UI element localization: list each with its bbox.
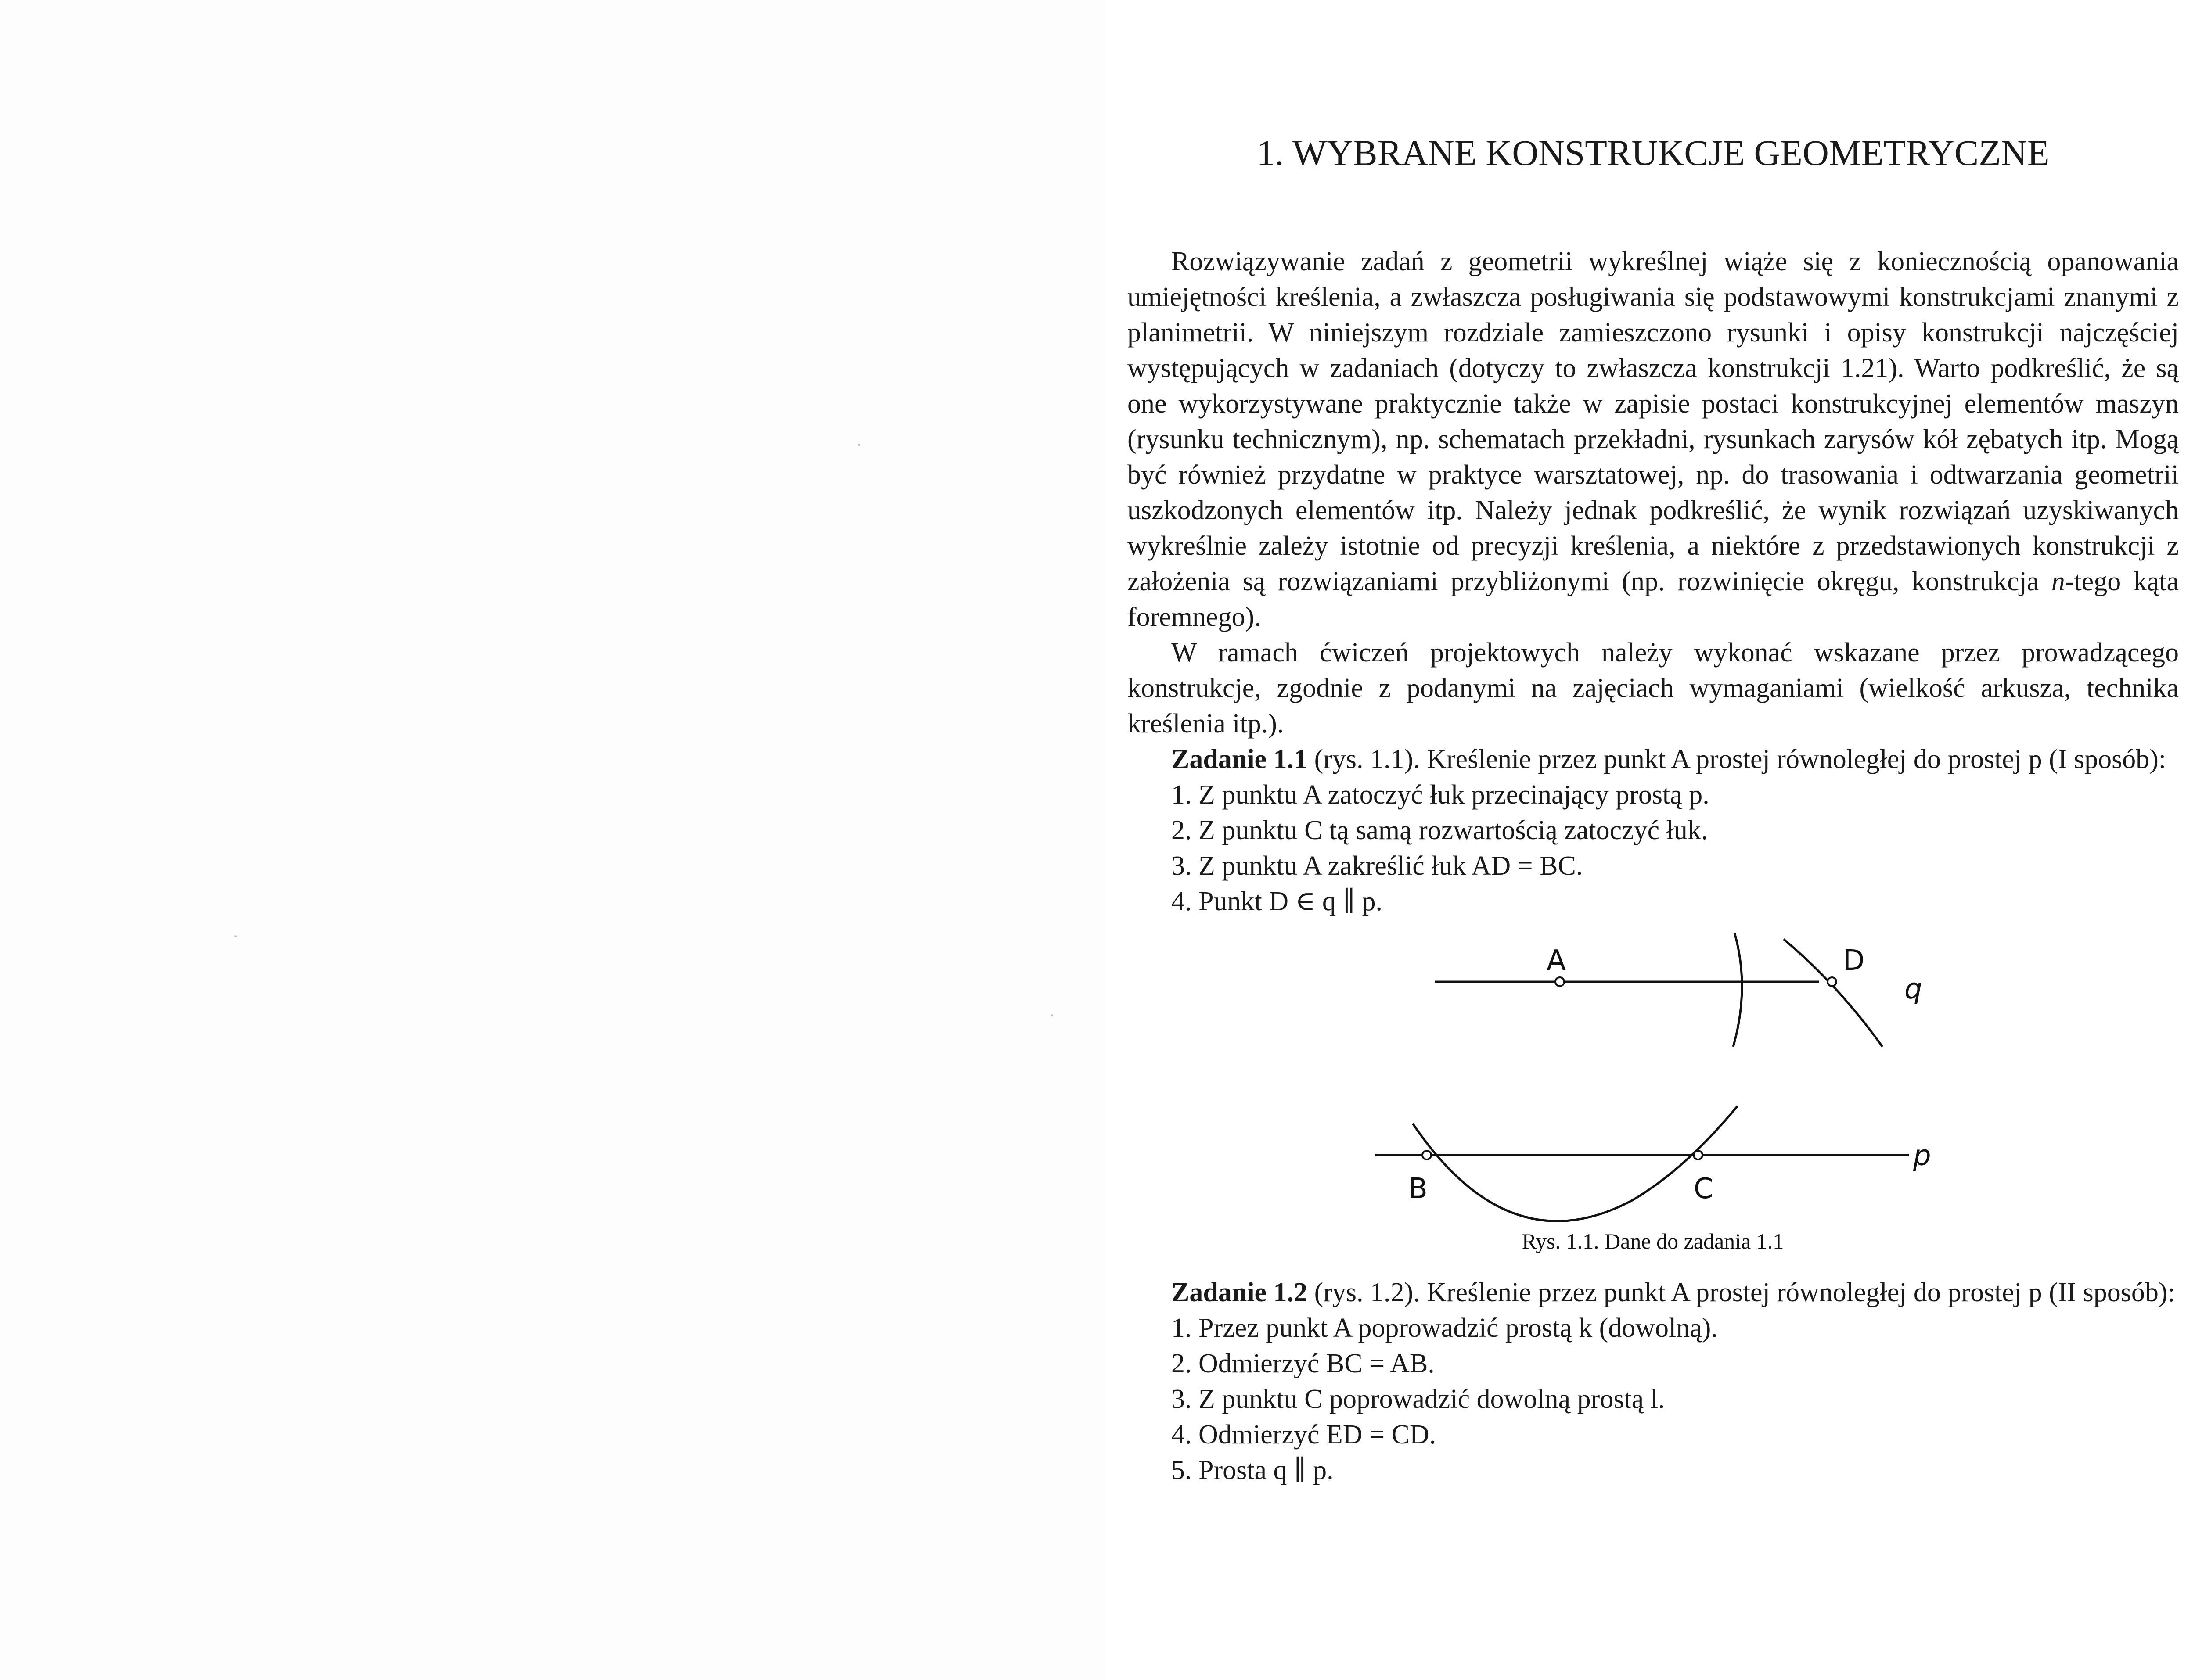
task-2-steps	[1127, 1310, 2179, 1488]
point-a	[1555, 977, 1564, 986]
list-item: 3. Z punktu A zakreślić łuk AD = BC.	[1171, 851, 1583, 881]
label-p: p	[1913, 1140, 1931, 1172]
scan-speck: ·	[233, 926, 239, 946]
scan-speck: ·	[1049, 1005, 1055, 1025]
list-item: 2. Odmierzyć BC = AB.	[1171, 1349, 1435, 1378]
list-item: 1. Przez punkt A poprowadzić prostą k (dowolną).	[1171, 1313, 1718, 1343]
point-c	[1694, 1151, 1702, 1159]
figure-caption: Rys. 1.1. Dane do zadania 1.1	[1522, 1229, 1784, 1253]
construction-drawing	[1127, 933, 2179, 1275]
label-c: C	[1694, 1173, 1713, 1205]
intro-paragraph: Rozwiązywanie zadań z geometrii wykreślnej wiąże się z koniecznością opanowania umiejętności kreślenia, a zwłaszcza posługiwania się podstawowymi konstrukcjami znanymi z planimetrii. W niniejszym rozdziale zamieszczono rysunki i opisy konstrukcji najczęściej występujących w zadaniach (dotyczy to zwłaszcza konstrukcji 1.21). Warto podkreślić, że są one wykorzystywane praktycznie także w zapisie postaci konstrukcyjnej elementów maszyn (rysunku technicznym), np. schematach przekładni, rysunkach zarysów kół zębatych itp. Mogą być również przydatne w praktyce warsztatowej, np. do trasowania i odtwarzania geometrii uszkodzonych elementów itp. Należy jednak podkreślić, że wynik rozwiązań uzyskiwanych wykreślnie zależy istotnie od precyzji kreślenia, a niektóre z przedstawionych konstrukcji z założenia są rozwiązaniami przybliżonymi (np. rozwinięcie okręgu, konstrukcja n-tego kąta foremnego).	[1127, 247, 2179, 632]
intro-paragraph-2: W ramach ćwiczeń projektowych należy wykonać wskazane przez prowadzącego konstrukcje, zgodnie z podanymi na zajęciach wymaganiami (wielkość arkusza, technika kreślenia itp.).	[1127, 638, 2179, 739]
arc-from-a	[1784, 939, 1882, 1047]
list-item: 2. Z punktu C tą samą rozwartością zatoczyć łuk.	[1171, 815, 1708, 845]
task-1-steps	[1127, 777, 2179, 919]
task-1-heading: Zadanie 1.1 (rys. 1.1). Kreślenie przez punkt A prostej równoległej do prostej p (I sposób):	[1171, 744, 2166, 774]
point-d	[1828, 977, 1836, 986]
figure-1-1	[1127, 933, 2179, 1275]
book-page	[1127, 132, 2179, 1488]
arc-from-c	[1733, 933, 1742, 1047]
list-item: 4. Punkt D ∈ q ∥ p.	[1171, 887, 1383, 916]
label-a: A	[1547, 944, 1566, 977]
chapter-heading: 1. WYBRANE KONSTRUKCJE GEOMETRYCZNE	[1256, 133, 2050, 173]
label-q: q	[1904, 973, 1922, 1005]
point-b	[1422, 1151, 1431, 1159]
label-d: D	[1843, 944, 1865, 977]
label-b: B	[1408, 1173, 1428, 1205]
list-item: 1. Z punktu A zatoczyć łuk przecinający prostą p.	[1171, 780, 1709, 810]
list-item: 3. Z punktu C poprowadzić dowolną prostą l.	[1171, 1384, 1665, 1414]
task-2-heading: Zadanie 1.2 (rys. 1.2). Kreślenie przez punkt A prostej równoległej do prostej p (II sposób):	[1171, 1278, 2175, 1307]
scan-speck: ·	[856, 435, 862, 455]
list-item: 5. Prosta q ∥ p.	[1171, 1455, 1334, 1485]
list-item: 4. Odmierzyć ED = CD.	[1171, 1420, 1436, 1450]
arc-bc	[1413, 1106, 1738, 1221]
